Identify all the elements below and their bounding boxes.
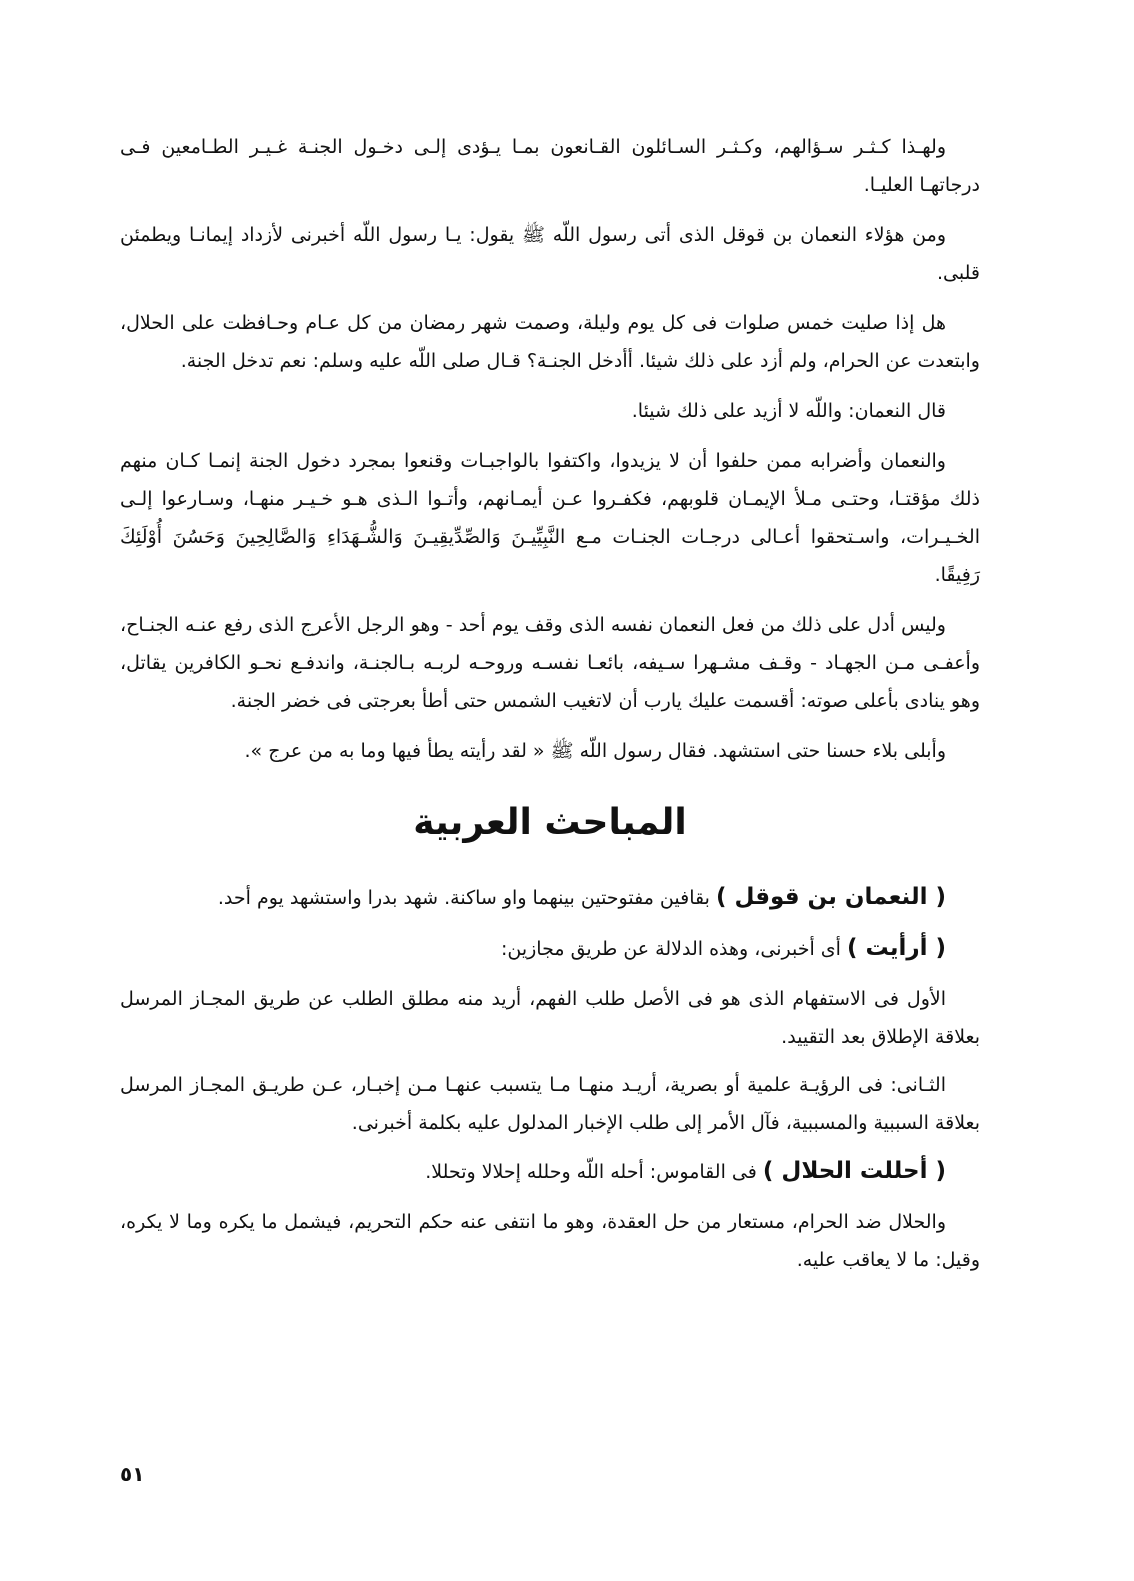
term-entry-1	[120, 878, 980, 917]
paragraph-9: الثـانى: فى الرؤيـة علمية أو بصرية، أريـد منهـا مـا يتسبب عنهـا مـن إخبـار، عـن طريـق المجـاز المرسل بعلاقة السببية والمسببية، فآل الأمر إلى طلب الإخبار المدلول عليه بكلمة أخبرنى.	[120, 1074, 980, 1134]
paragraph-10: والحلال ضد الحرام، مستعار من حل العقدة، وهو ما انتفى عنه حكم التحريم، فيشمل ما يكره وما لا يكره، وقيل: ما لا يعاقب عليه.	[120, 1211, 980, 1271]
paragraph-6: وليس أدل على ذلك من فعل النعمان نفسه الذى وقف يوم أحد - وهو الرجل الأعرج الذى رفع عنـه الجنـاح، وأعفـى مـن الجهـاد - وقـف مشـهرا سـيفه، بائعـا نفسـه وروحـه لربـه بـالجنـة، واندفـع نحـو الكافرين يقاتل، وهو ينادى بأعلى صوته: أقسمت عليك يارب أن لاتغيب الشمس حتى أطأ بعرجتى فى خضر الجنة.	[120, 614, 980, 712]
paragraph-2: ومن هؤلاء النعمان بن قوقل الذى أتى رسول اللّه ﷺ يقول: يـا رسول اللّه أخبرنى لأزداد إيمانـا ويطمئن قلبى.	[120, 224, 980, 284]
term-definition: أى أخبرنى، وهذه الدلالة عن طريق مجازين:	[500, 938, 847, 960]
term-entry-3	[120, 1152, 980, 1191]
term-entry-2	[120, 929, 980, 968]
term-definition: بقافين مفتوحتين بينهما واو ساكنة. شهد بدرا واستشهد يوم أحد.	[217, 887, 716, 909]
paragraph-4: قال النعمان: واللّه لا أزيد على ذلك شيئا.	[631, 400, 946, 422]
section-heading: المباحث العربية	[413, 802, 687, 843]
page-number: ٥١	[120, 1462, 145, 1486]
term-definition: فى القاموس: أحله اللّه وحلله إحلالا وتحللا.	[425, 1161, 763, 1183]
paragraph-1: ولهـذا كـثـر سـؤالهم، وكـثـر السـائلون القـانعون بمـا يـؤدى إلـى دخـول الجنـة غـيـر الطـامعين فـى درجاتهـا العليـا.	[120, 136, 980, 196]
paragraph-8: الأول فى الاستفهام الذى هو فى الأصل طلب الفهم، أريد منه مطلق الطلب عن طريق المجـاز المرسل بعلاقة الإطلاق بعد التقييد.	[120, 988, 980, 1048]
term-label: ( النعمان بن قوقل )	[715, 884, 946, 910]
paragraph-7: وأبلى بلاء حسنا حتى استشهد. فقال رسول اللّه ﷺ « لقد رأيته يطأ فيها وما به من عرج ».	[244, 740, 946, 762]
term-label: ( أحللت الحلال )	[762, 1158, 946, 1184]
paragraph-3: هل إذا صليت خمس صلوات فى كل يوم وليلة، وصمت شهر رمضان من كل عـام وحـافظت على الحلال، وابتعدت عن الحرام، ولم أزد على ذلك شيئا. أأدخل الجنـة؟ قـال صلى اللّه عليه وسلم: نعم تدخل الجنة.	[120, 312, 980, 372]
page-body	[120, 128, 980, 1291]
paragraph-5: والنعمان وأضرابه ممن حلفوا أن لا يزيدوا، واكتفوا بالواجبـات وقنعوا بمجرد دخول الجنة إنمـا كـان منهم ذلك مؤقتـا، وحتـى مـلأ الإيمـان قلوبهم، فكفـروا عـن أيمـانهم، وأتـوا الـذى هـو خـيـر منهـا، وسـارعوا إلـى الخـيـرات، واسـتحقوا أعـالى درجـات الجنـات مـع النَّبِيِّيـنَ وَالصِّدِّيقِيـنَ وَالشُّـهَدَاءِ وَالصَّالِحِينَ وَحَسُنَ أُوْلَئِكَ رَفِيقًا.	[120, 450, 980, 586]
term-label: ( أرأيت )	[846, 935, 946, 961]
